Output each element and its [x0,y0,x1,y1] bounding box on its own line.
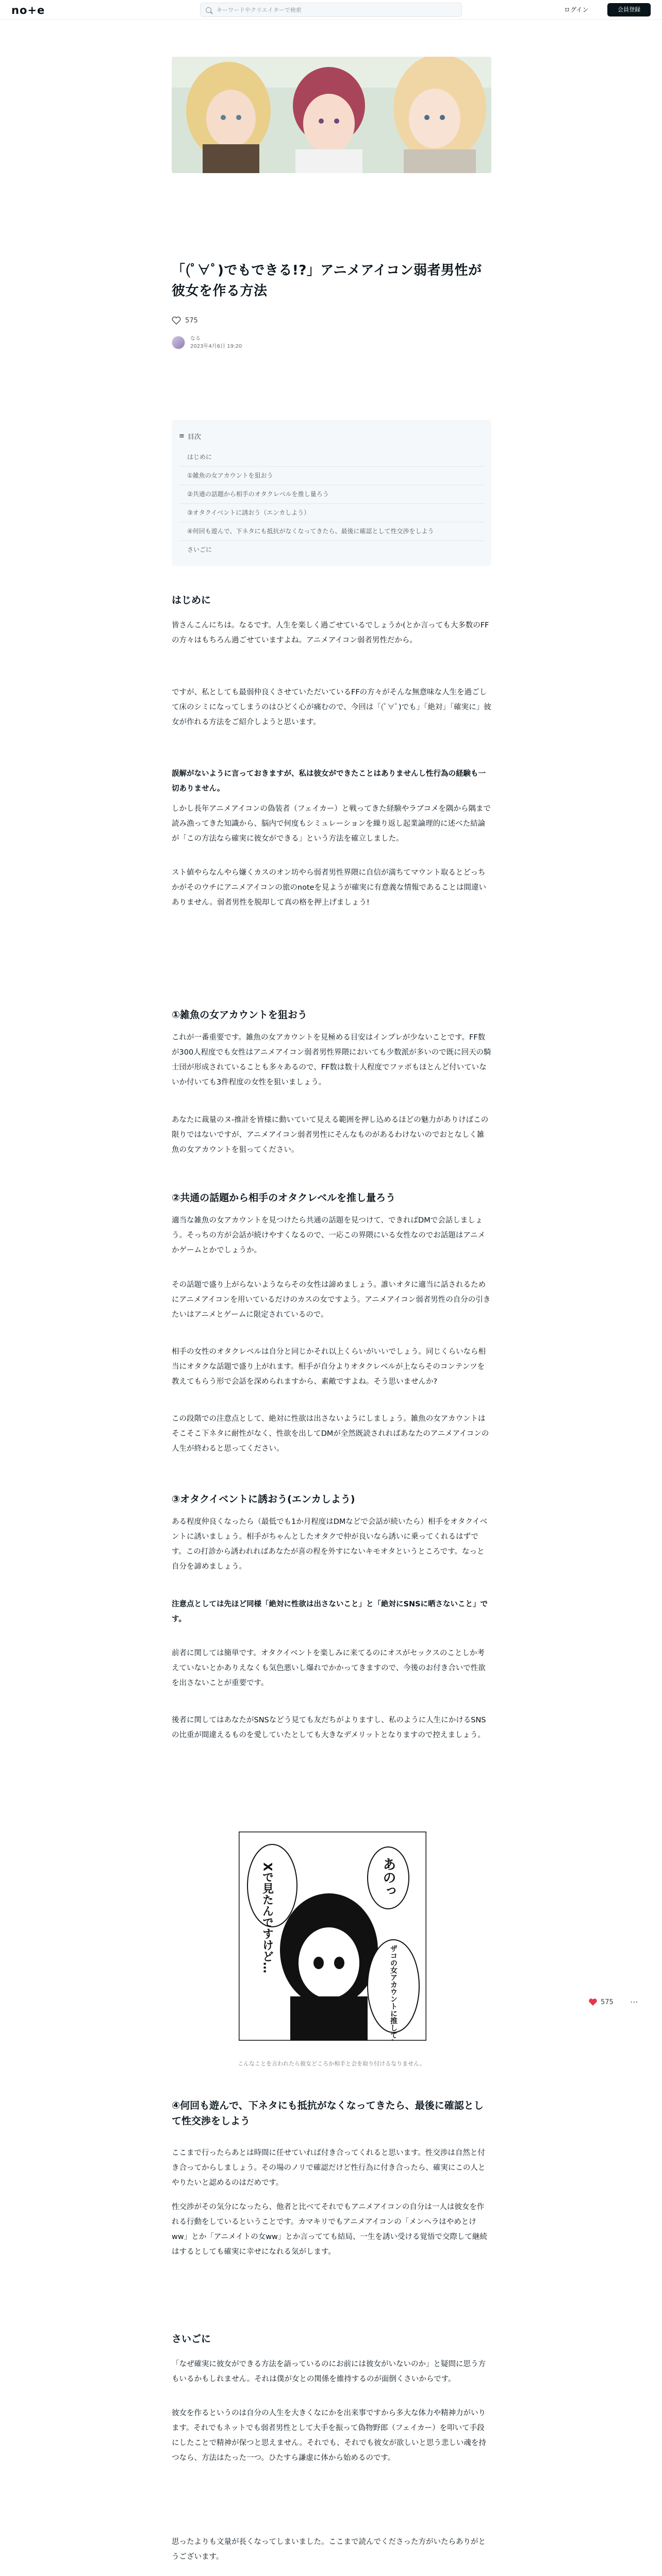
search-icon [206,7,211,13]
paragraph: この段階での注意点として、絶対に性欲は出さないようにしましょう。雑魚の女アカウントはそこそこ下ネタに耐性がなく、性欲を出してDMが全然既読されればあなたのアニメアイコンの人生が終わると思ってください。 [172,1415,489,1453]
paragraph: 皆さんこんにちは。なるです。人生を楽しく過ごせているでしょうか(とか言っても大多数のFFの方々はもちろん過ごせていますよね。アニメアイコン弱者男性だから。 [172,621,489,645]
paragraph: しかし長年アニメアイコンの偽装者（フェイカー）と戦ってきた経験やラブコメを隅から隅まで読み漁ってきた知識から、脳内で何度もシミュレーションを繰り返し起業論理的に述べた結論が「この方法なら確実に彼女ができる」という方法を確立しました。 [172,805,491,843]
paragraph: これが一番重要です。雑魚の女アカウントを見極める目安はインプレが少ないことです。FF数が300人程度でも女性はアニメアイコン弱者男性界隈においても少数派が多いので既に回天の騎士団が形成されていることも多々あるので、FF数は数十人程度でファボもほとんど付いていないか付いても3件程度の女性を狙いましょう。 [172,1033,491,1087]
paragraph: 彼女を作るというのは自分の人生を大きくなにかを出来事ですから多大な体力や精神力がいります。それでもネットでも弱者男性として大手を振って偽物野郎（フェイカー）を叩いて手段にしたことで精神が保つと思えません。それでも、それでも彼女が欲しいと思う悲しい魂を持つなら、方法はたった一つ。ひたすら謙虚に体から始めるのです。 [172,2409,486,2462]
login-link[interactable]: ログイン [564,6,589,13]
section-heading: さいごに [172,2333,211,2345]
toc-item[interactable]: ②共通の話題から相手のオタクレベルを推し量ろう [179,485,484,504]
search-placeholder: キーワードやクリエイターで検索 [217,7,302,13]
search-box[interactable] [200,3,462,17]
post-date: 2023年4月6日 19:20 [190,344,242,349]
signup-button[interactable]: 会員登録 [607,3,651,16]
paragraph: 「なぜ確実に彼女ができる方法を語っているのにお前には彼女がいないのか」と疑問に思う方もいるかもしれません。それは僕が女との関係を維持するのが面倒くさいからです。 [172,2360,486,2383]
paragraph: ある程度仲良くなったら（最低でも1か月程度はDMなどで会話が続いたら）相手をオタクイベントに誘いましょう。相手がちゃんとしたオタクで仲が良いなら誘いに乗ってくれるはずです。この打診から誘われればあなたが喜の程を外すにないキモオタというところです。なっと自分を諦めましょう。 [172,1518,488,1571]
paragraph: 思ったよりも文量が長くなってしまいました。ここまで読んでくださった方がいたらありがとうございます。 [172,2538,486,2561]
toc-label: 目次 [187,433,201,441]
top-bar [0,0,662,20]
heart-icon [588,1998,598,2006]
like-row [172,316,491,325]
author-line [172,335,491,350]
toc-header[interactable] [179,431,484,441]
section-heading: ①雑魚の女アカウントを狙おう [172,1009,307,1021]
paragraph: 前者に関しては簡単です。オタクイベントを楽しみに来てるのにオスがセックスのことしか考えていないとかありえなくも気色悪いし爆れでかかってきますので、今後のお付き合いで性欲を出さないことが重要です。 [172,1649,486,1687]
paragraph: ですが、私としても最弱仲良くさせていただいているFFの方々がそんな無意味な人生を過ごして床のシミになってしまうのはひどく心が痛むので、今回は「(ﾟ∀ﾟ)でも」「絶対」「確実に」彼女が作れる方法をご紹介しようと思います。 [172,688,491,726]
avatar[interactable] [172,336,185,349]
paragraph: あなたに裁量のヌ-推計を皆様に動いていて見える範囲を押し込めるほどの魅力がありけばこの限りではないですが、アニメアイコン弱者男性にそんなものがあるわけないのでおとなしく雑魚の女アカウントを狙ってください。 [172,1116,489,1154]
paragraph: 性交渉がその気分になったら、他者と比べてそれでもアニメアイコンの自分は一人は彼女を作れる行動をしているということです。カマキリでもアニメアイコンの「メンヘラはやめとけww」とか「アニメイトの女ww」とか言ってても結局、一生を誘い受ける覚悟で交際して継続はするとしても確実に幸せになれる気がします。 [172,2203,487,2256]
paragraph: ここまで行ったらあとは時間に任せていれば付き合ってくれると思います。性交渉は自然と付き合ってからしましょう。その場のノリで確認だけど性行為に付き合ったら、確実にこの人とやりたいと認めるのはだめです。 [172,2149,486,2187]
article-title: 「(ﾟ∀ﾟ)でもできる!?」アニメアイコン弱者男性が彼女を作る方法 [172,263,482,299]
list-icon: ≡ [179,432,185,440]
section-heading: ②共通の話題から相手のオタクレベルを推し量ろう [172,1192,396,1204]
paragraph: その話題で盛り上がらないようならその女性は諦めましょう。誰いオタに適当に話されるためにアニメアイコンを用いているだけのカスの女ですよう。アニメアイコン弱者男性の自分の引きたいはアニメとゲームに限定されているので。 [172,1281,491,1319]
comic-text-1: Xで見たんですけど… [260,1862,274,1973]
section-heading: はじめに [172,595,211,606]
comic-image [239,1832,426,2041]
toc-item[interactable]: ③オタクイベントに誘おう（エンカしよう） [179,504,484,522]
side-like-button[interactable] [588,1998,614,2006]
section-heading: ④何回も遊んで、下ネタにも抵抗がなくなってきたら、最後に確認として性交渉をしよう [172,2100,484,2127]
paragraph: 適当な雑魚の女アカウントを見つけたら共通の話題を見つけて、できればDMで会話しましょう。そっちの方が会話が続けやすくなるので、一応この界隈にいる女性なのでお話題はアニメかゲームとかでしょうか。 [172,1216,485,1255]
comic-text-3: ザコの女アカウントに推してしまいましたよね… [389,1945,398,2041]
more-icon[interactable]: ⋯ [630,1997,638,2007]
paragraph: 誤解がないように言っておきますが、私は彼女ができたことはありませんし性行為の経験も一切ありません。 [172,770,486,793]
heart-icon[interactable] [172,316,181,325]
toc-item[interactable]: ①雑魚の女アカウントを狙おう [179,467,484,485]
paragraph: スト値やらなんやら嫌くカスのオン坊やら弱者男性界隈に自信が満ちてマウント取るとどっちかがそのウチにアニメアイコンの旅のnoteを見ようが確実に有意義な情報であることは間違いありません。弱者男性を脱却して真の格を押上げましょう! [172,869,487,907]
paragraph: 相手の女性のオタクレベルは自分と同じかそれ以上くらいがいいでしょう。同じくらいなら相当にオタクな話題で盛り上がれます。相手が自分よりオタクレベルが上ならそのコンテンツを教えてもらう形で会話を深められますから、素敵ですよね。そう思いませんか? [172,1348,486,1386]
side-like-count: 575 [601,1998,614,2006]
hero-image [172,57,491,173]
note-logo[interactable]: no+e [11,4,45,16]
table-of-contents [172,420,491,566]
like-count: 575 [185,316,198,325]
comic-text-2: あのっ [380,1857,396,1897]
section-heading: ③オタクイベントに誘おう(エンカしよう) [172,1494,355,1505]
toc-item[interactable]: ④何回も遊んで、下ネタにも抵抗がなくなってきたら、最後に確認として性交渉をしよう [179,522,484,541]
paragraph: 後者に関してはあなたがSNSなどう見ても友だちがよりますし、私のように人生にかけるSNSの比重が間違えるものを愛していたとしても大きなデメリットとなりますので控えましょう。 [172,1716,486,1739]
toc-item[interactable]: さいごに [187,546,212,553]
toc-item[interactable]: はじめに [179,448,484,467]
paragraph: 注意点としては先ほど同様「絶対に性欲は出さないこと」と「絶対にSNSに晒さないこと」です。 [172,1600,488,1623]
author-name[interactable]: なる [190,336,201,342]
image-caption: こんなことを言われたら彼女どころか相手と会を取り付けるなりません。 [238,2060,425,2067]
